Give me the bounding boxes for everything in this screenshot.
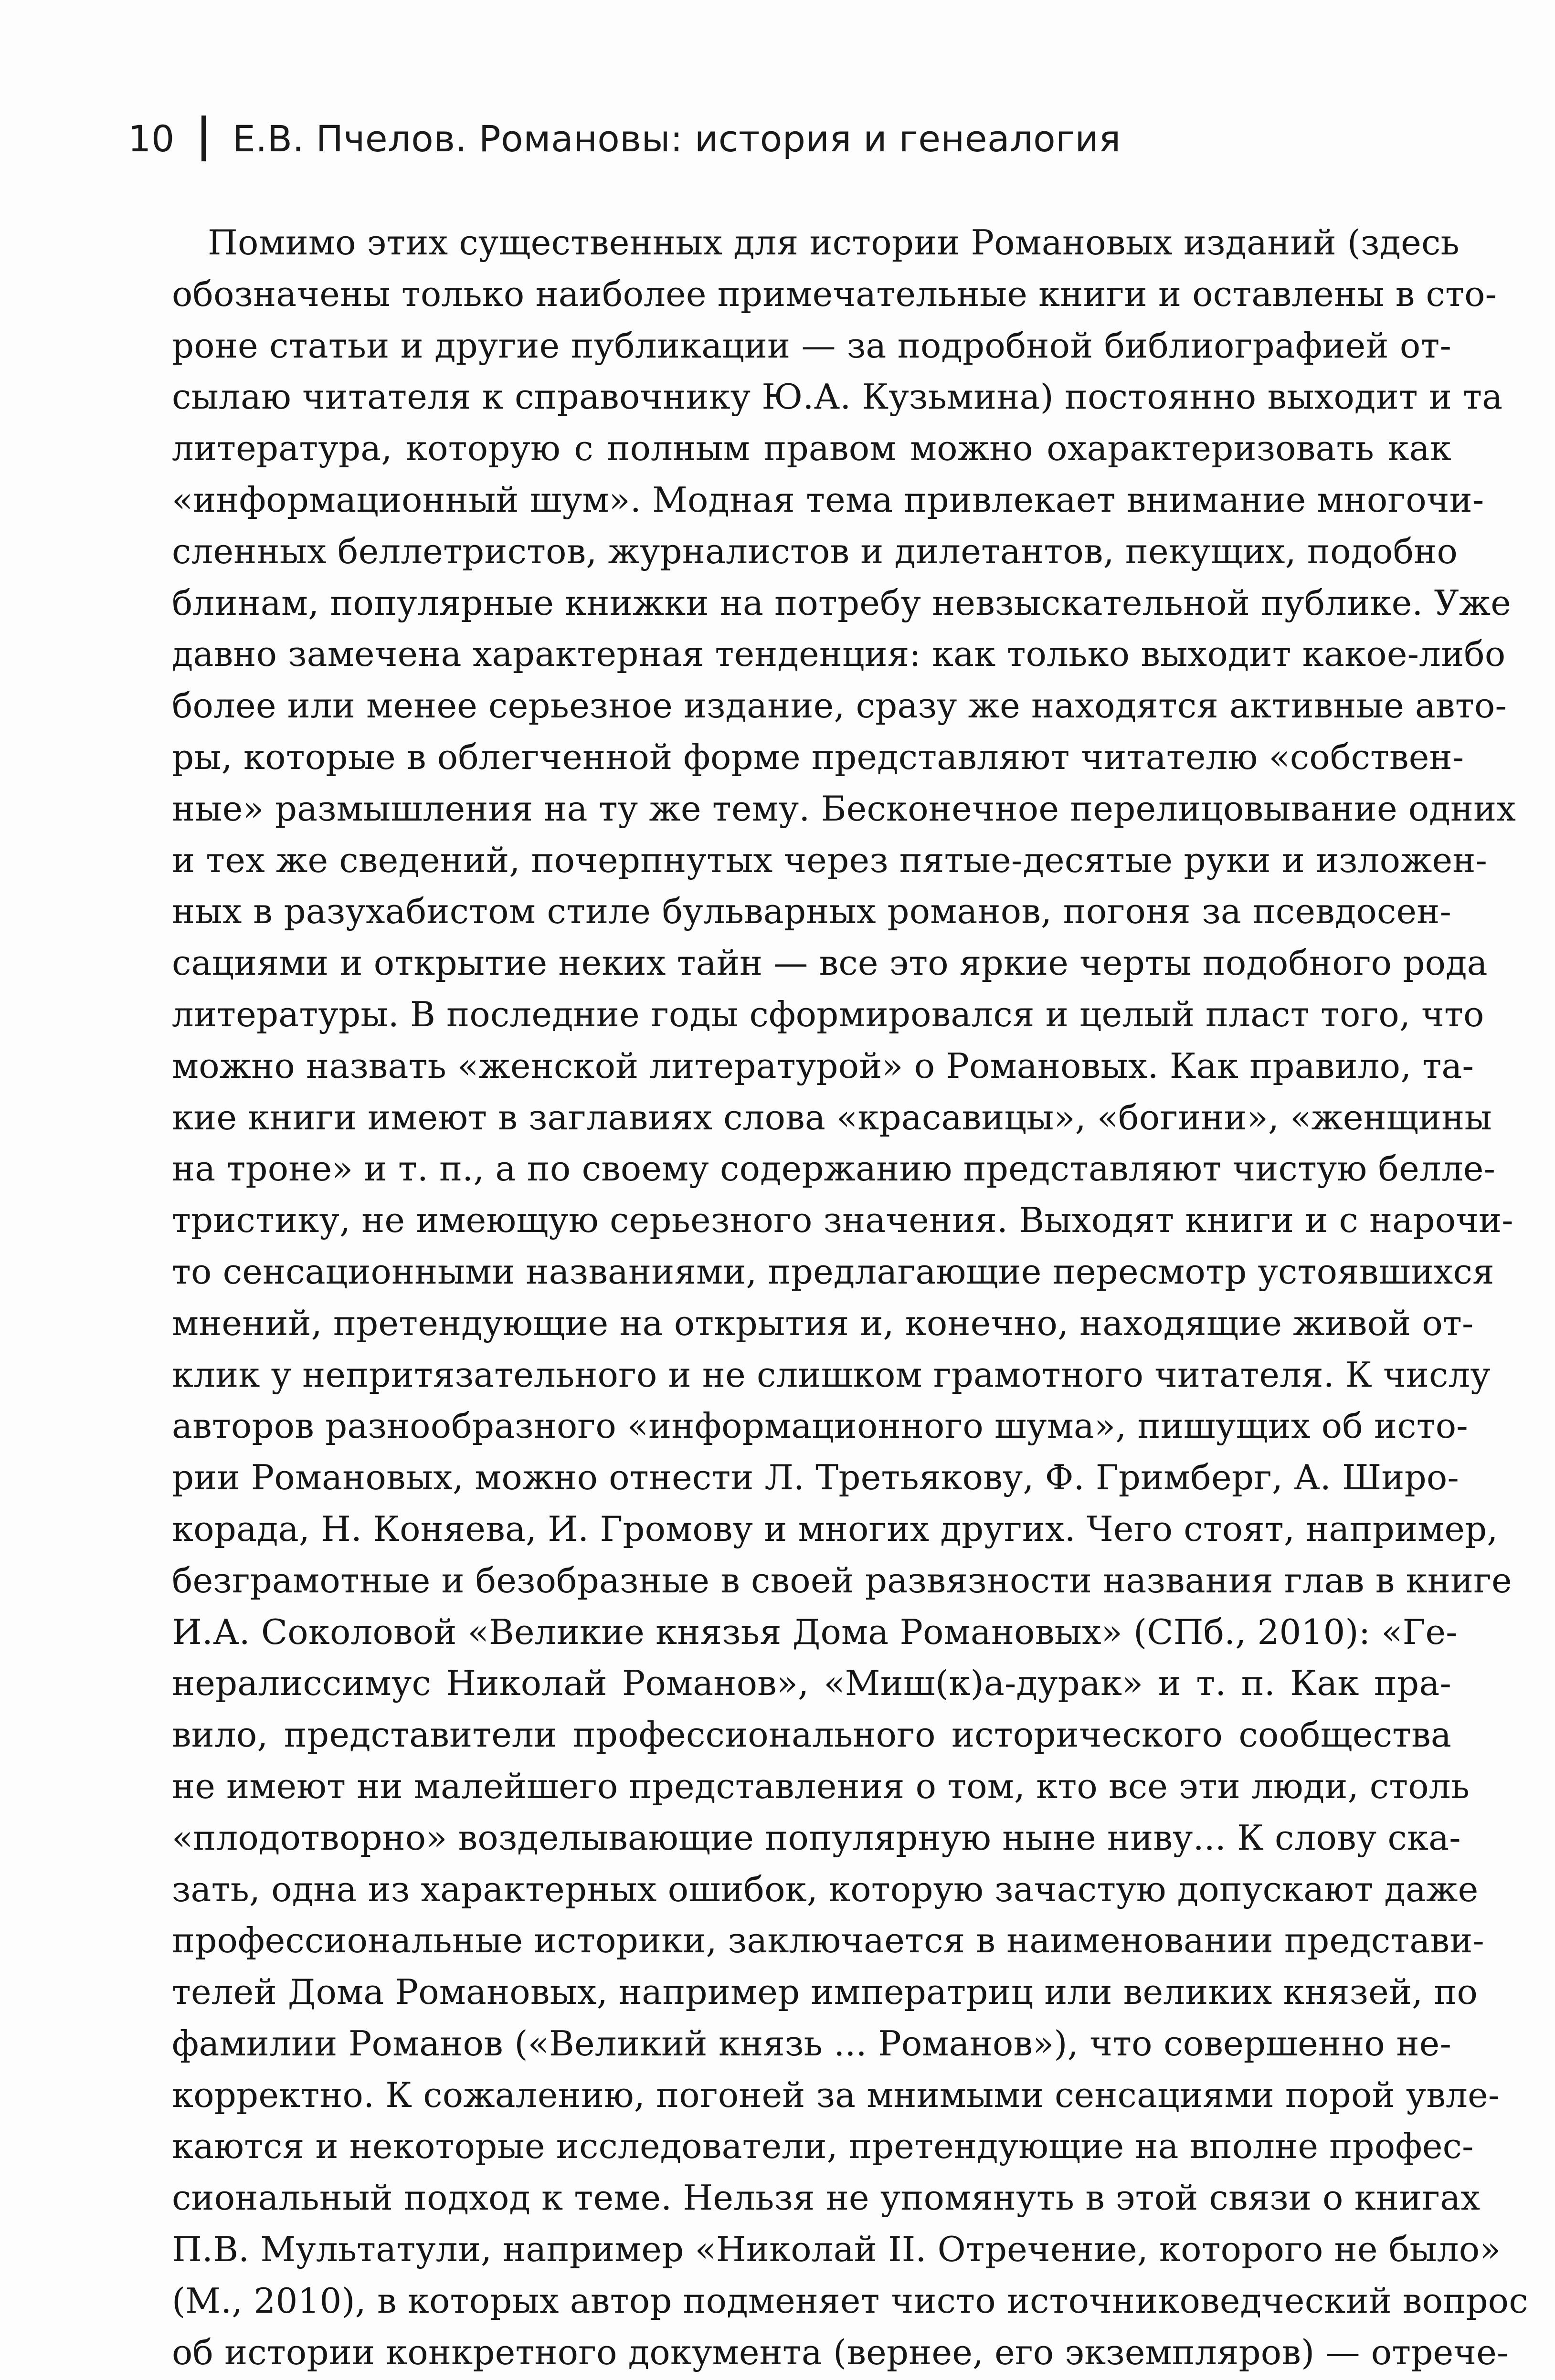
text-line: телей Дома Романовых, например императриц или великих князей, по <box>172 1972 1478 2012</box>
text-line: сиональный подход к теме. Нельзя не упомянуть в этой связи о книгах <box>172 2178 1481 2218</box>
text-line: зать, одна из характерных ошибок, которую зачастую допускают даже <box>172 1869 1479 1909</box>
text-line: и тех же сведений, почерпнутых через пятые-десятые руки и изложен- <box>172 840 1488 880</box>
text-line: ные» размышления на ту же тему. Бесконечное перелицовывание одних <box>172 788 1516 829</box>
text-line: можно назвать «женской литературой» о Романовых. Как правило, та- <box>172 1045 1474 1086</box>
text-line: сленных беллетристов, журналистов и дилетантов, пекущих, подобно <box>172 531 1458 571</box>
text-line: то сенсационными названиями, предлагающие пересмотр устоявшихся <box>172 1251 1494 1292</box>
text-line: фамилии Романов («Великий князь ... Романов»), что совершенно не- <box>172 2023 1451 2064</box>
text-line: авторов разнообразного «информационного шума», пишущих об исто- <box>172 1406 1468 1446</box>
text-line: блинам, популярные книжки на потребу невзыскательной публике. Уже <box>172 582 1512 623</box>
text-line: рии Романовых, можно отнести Л. Третьякову, Ф. Гримберг, А. Широ- <box>172 1457 1459 1498</box>
text-line: профессиональные историки, заключается в наименовании представи- <box>172 1920 1484 1961</box>
text-line: П.В. Мультатули, например «Николай II. Отречение, которого не было» <box>172 2229 1501 2270</box>
header-divider <box>201 116 206 161</box>
text-line: «информационный шум». Модная тема привлекает внимание многочи- <box>172 479 1484 520</box>
text-line: И.А. Соколовой «Великие князья Дома Романовых» (СПб., 2010): «Ге- <box>172 1611 1458 1652</box>
text-line: Помимо этих существенных для истории Романовых изданий (здесь <box>208 222 1460 263</box>
text-line: давно замечена характерная тенденция: как только выходит какое-либо <box>172 634 1506 674</box>
text-line: кие книги имеют в заглавиях слова «красавицы», «богини», «женщины <box>172 1097 1492 1137</box>
page-number: 10 <box>128 117 175 160</box>
text-line: каются и некоторые исследователи, претендующие на вполне профес- <box>172 2126 1474 2167</box>
text-line: не имеют ни малейшего представления о том, кто все эти люди, столь <box>172 1766 1470 1806</box>
text-line: (М., 2010), в которых автор подменяет чисто источниковедческий вопрос <box>172 2280 1528 2321</box>
text-line: корректно. К сожалению, погоней за мнимыми сенсациями порой увле- <box>172 2075 1500 2115</box>
text-line: сациями и открытие неких тайн — все это яркие черты подобного рода <box>172 943 1488 983</box>
text-line: тристику, не имеющую серьезного значения. Выходят книги и с нарочи- <box>172 1200 1513 1241</box>
text-line: литература, которую с полным правом можно охарактеризовать как <box>172 428 1451 469</box>
text-line: ры, которые в облегченной форме представляют читателю «собствен- <box>172 737 1464 777</box>
running-title: Е.В. Пчелов. Романовы: история и генеалогия <box>232 117 1121 160</box>
text-line: на троне» и т. п., а по своему содержанию представляют чистую белле- <box>172 1148 1496 1189</box>
text-line: сылаю читателя к справочнику Ю.А. Кузьмина) постоянно выходит и та <box>172 377 1503 417</box>
body-paragraph <box>172 217 1528 2378</box>
text-line: «плодотворно» возделывающие популярную ныне ниву... К слову ска- <box>172 1817 1461 1858</box>
text-line: вило, представители профессионального исторического сообщества <box>172 1715 1451 1755</box>
text-line: клик у непритязательного и не слишком грамотного читателя. К числу <box>172 1354 1491 1395</box>
text-line: безграмотные и безобразные в своей развязности названия глав в книге <box>172 1560 1512 1601</box>
text-line: литературы. В последние годы сформировался и целый пласт того, что <box>172 994 1484 1034</box>
text-line: мнений, претендующие на открытия и, конечно, находящие живой от- <box>172 1303 1474 1343</box>
text-line: корада, Н. Коняева, И. Громову и многих других. Чего стоят, например, <box>172 1508 1498 1549</box>
text-line: ных в разухабистом стиле бульварных романов, погоня за псевдосен- <box>172 891 1451 932</box>
running-head <box>128 110 1121 167</box>
text-line: об истории конкретного документа (вернее, его экземпляров) — отрече- <box>172 2332 1509 2372</box>
text-line: более или менее серьезное издание, сразу же находятся активные авто- <box>172 685 1507 726</box>
text-line: роне статьи и другие публикации — за подробной библиографией от- <box>172 325 1451 366</box>
text-line: нералиссимус Николай Романов», «Миш(к)а-дурак» и т. п. Как пра- <box>172 1663 1451 1704</box>
text-line: обозначены только наиболее примечательные книги и оставлены в сто- <box>172 274 1497 314</box>
